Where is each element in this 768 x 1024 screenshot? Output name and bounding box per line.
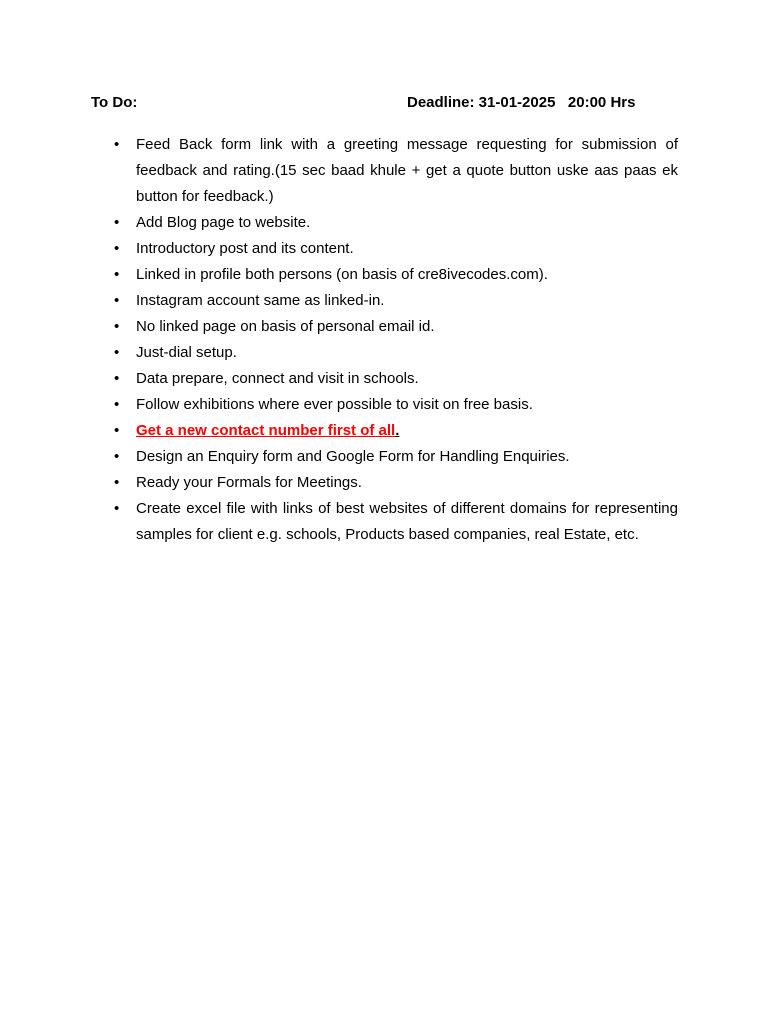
bullet-icon: • [114, 422, 120, 439]
list-item [111, 392, 678, 418]
bullet-icon: • [114, 136, 120, 153]
list-item [111, 366, 678, 392]
bullet-icon: • [114, 448, 120, 465]
list-item-highlighted [111, 418, 678, 444]
list-item-text: Add Blog page to website. [136, 214, 311, 231]
todo-label: To Do: [91, 94, 138, 111]
bullet-icon: • [114, 266, 120, 283]
list-item [111, 236, 678, 262]
list-item-text: Data prepare, connect and visit in schools. [136, 370, 419, 387]
list-item-text: Feed Back form link with a greeting message requesting for submission of feedback and rating.(15 sec baad khule + get a quote button uske aas paas ek button for feedback.) [136, 136, 678, 205]
header-row [91, 94, 691, 116]
list-item [111, 496, 678, 548]
bullet-icon: • [114, 214, 120, 231]
bullet-icon: • [114, 474, 120, 491]
list-item [111, 470, 678, 496]
highlighted-task-suffix: . [395, 422, 400, 439]
bullet-icon: • [114, 396, 120, 413]
bullet-icon: • [114, 292, 120, 309]
list-item [111, 288, 678, 314]
list-item-text: Design an Enquiry form and Google Form for Handling Enquiries. [136, 448, 570, 465]
bullet-icon: • [114, 240, 120, 257]
list-item [111, 262, 678, 288]
deadline-label: Deadline: 31-01-2025 20:00 Hrs [407, 94, 636, 111]
list-item [111, 314, 678, 340]
list-item-text: Introductory post and its content. [136, 240, 354, 257]
list-item [111, 210, 678, 236]
list-item-text: Follow exhibitions where ever possible to visit on free basis. [136, 396, 533, 413]
list-item-text: Ready your Formals for Meetings. [136, 474, 362, 491]
list-item-text: Linked in profile both persons (on basis of cre8ivecodes.com). [136, 266, 548, 283]
highlighted-task-text: Get a new contact number first of all [136, 422, 396, 439]
list-item [111, 132, 678, 210]
bullet-icon: • [114, 318, 120, 335]
list-item-text: Just-dial setup. [136, 344, 237, 361]
list-item [111, 444, 678, 470]
bullet-icon: • [114, 344, 120, 361]
list-item-text: No linked page on basis of personal email id. [136, 318, 435, 335]
bullet-icon: • [114, 500, 120, 517]
list-item-text: Create excel file with links of best websites of different domains for representing samples for client e.g. schools, Products based companies, real Estate, etc. [136, 500, 678, 543]
bullet-icon: • [114, 370, 120, 387]
todo-list [111, 132, 678, 548]
list-item-text: Instagram account same as linked-in. [136, 292, 385, 309]
list-item [111, 340, 678, 366]
